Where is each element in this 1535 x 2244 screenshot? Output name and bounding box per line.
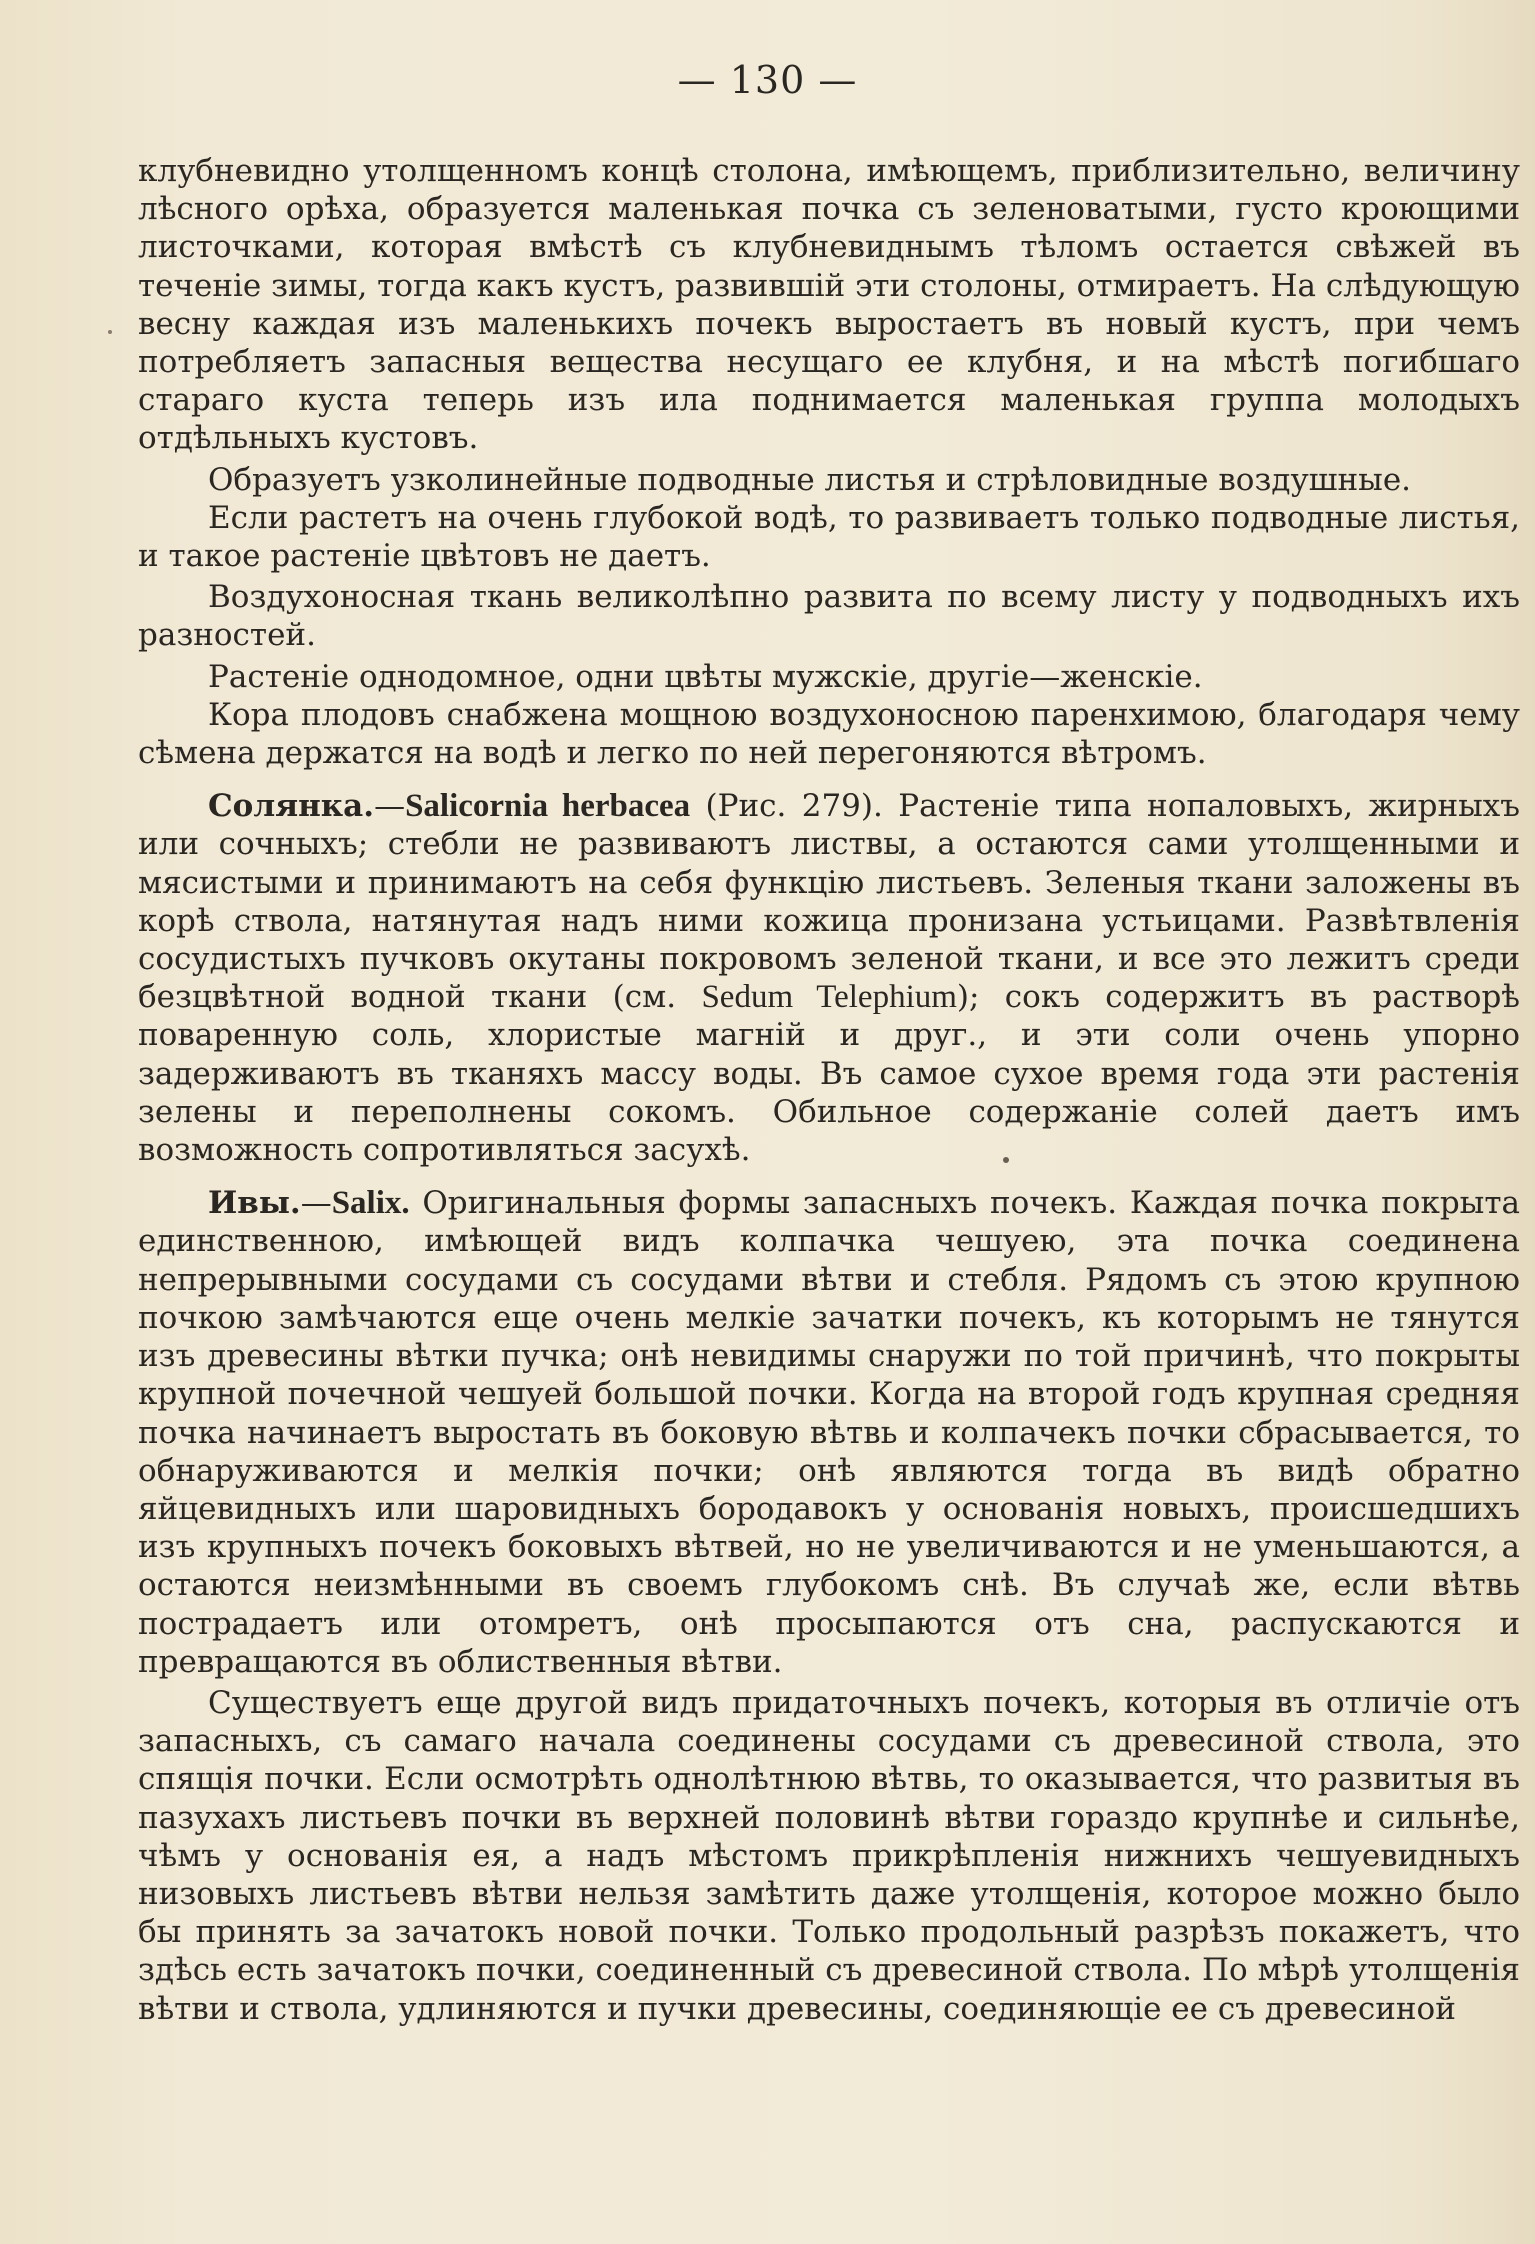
latin-name-salix: Salix. bbox=[331, 1185, 410, 1222]
term-solyanka: Солянка. bbox=[208, 788, 375, 825]
paragraph-monoecious: Растеніе однодомное, одни цвѣты мужскіе, другіе—женскіе. bbox=[208, 658, 1203, 695]
salicornia-text-b: ); сокъ содержитъ въ растворѣ поваренную соль, хлористые магній и друг., и эти соли очень упорно задерживаютъ въ тканяхъ массу воды. Въ самое сухое время года эти растенія зелены и переполнены сокомъ. Обильное содержаніе солей даетъ имъ возможность сопротивляться засухѣ. bbox=[138, 979, 1520, 1169]
paragraph-deep-water: Если растетъ на очень глубокой водѣ, то развиваетъ только подводные листья, и такое растеніе цвѣтовъ не даетъ. bbox=[138, 499, 1520, 575]
section-salix bbox=[138, 1184, 1520, 1681]
salicornia-text-a: (Рис. 279). Растеніе типа нопаловыхъ, жирныхъ или сочныхъ; стебли не развиваютъ листвы, а остаются сами утолщенными и мясистыми и принимаютъ на себя функцію листьевъ. Зеленыя ткани заложены въ корѣ ствола, натянутая надъ ними кожица пронизана устьицами. Развѣтвленія сосудистыхъ пучковъ окутаны покровомъ зеленой ткани, и все это лежитъ среди безцвѣтной водной ткани (см. bbox=[138, 788, 1520, 1016]
latin-name-sedum: Sedum Telephium bbox=[701, 979, 957, 1016]
print-speck bbox=[108, 330, 112, 334]
paragraph-leaves: Образуетъ узколинейные подводные листья и стрѣловидные воздушные. bbox=[208, 461, 1412, 498]
paragraph-air-tissue: Воздухоносная ткань великолѣпно развита по всему листу у подводныхъ ихъ разностей. bbox=[138, 579, 1520, 654]
page-number: — 130 — bbox=[677, 58, 858, 102]
term-dash: — bbox=[300, 1185, 332, 1222]
paragraph-fruit-bark: Кора плодовъ снабжена мощною воздухоносною паренхимою, благодаря чему сѣмена держатся на водѣ и легко по ней перегоняются вѣтромъ. bbox=[138, 696, 1520, 772]
term-dash: — bbox=[374, 788, 406, 825]
section-salicornia bbox=[138, 787, 1520, 1169]
body-text bbox=[138, 152, 1520, 2028]
latin-name-salicornia: Salicornia herbacea bbox=[405, 788, 691, 825]
print-speck bbox=[1003, 1157, 1009, 1163]
term-ivy: Ивы. bbox=[208, 1185, 301, 1222]
paragraph-sleeping-buds: Существуетъ еще другой видъ придаточныхъ почекъ, которыя въ отличіе отъ запасныхъ, съ самаго начала соединены сосудами съ древесиной ствола, это спящія почки. Если осмотрѣть однолѣтнюю вѣтвь, то оказывается, что развитыя въ пазухахъ листьевъ почки въ верхней половинѣ вѣтви гораздо крупнѣе и сильнѣе, чѣмъ у основанія ея, а надъ мѣстомъ прикрѣпленія нижнихъ чешуевидныхъ низовыхъ листьевъ вѣтви нельзя замѣтить даже утолщенія, которое можно было бы принять за зачатокъ новой почки. Только продольный разрѣзъ покажетъ, что здѣсь есть зачатокъ почки, соединенный съ древесиной ствола. По мѣрѣ утолщенія вѣтви и ствола, удлиняются и пучки древесины, соединяющіе ее съ древесиной bbox=[138, 1684, 1520, 2027]
paragraph-continuation: клубневидно утолщенномъ концѣ столона, имѣющемъ, приблизительно, величину лѣсного орѣха, образуется маленькая почка съ зеленоватыми, густо кроющими листочками, которая вмѣстѣ съ клубневиднымъ тѣломъ остается свѣжей въ теченіе зимы, тогда какъ кустъ, развившій эти столоны, отмираетъ. На слѣдующую весну каждая изъ маленькихъ почекъ выростаетъ въ новый кустъ, при чемъ потребляетъ запасныя вещества несущаго ее клубня, и на мѣстѣ погибшаго стараго куста теперь изъ ила поднимается маленькая группа молодыхъ отдѣльныхъ кустовъ. bbox=[138, 153, 1520, 457]
salix-text: Оригинальныя формы запасныхъ почекъ. Каждая почка покрыта единственною, имѣющей видъ колпачка чешуею, эта почка соединена непрерывными сосудами съ сосудами вѣтви и стебля. Рядомъ съ этою крупною почкою замѣчаются еще очень мелкіе зачатки почекъ, къ которымъ не тянутся изъ древесины вѣтки пучка; онѣ невидимы снаружи по той причинѣ, что покрыты крупной почечной чешуей большой почки. Когда на второй годъ крупная средняя почка начинаетъ выростать въ боковую вѣтвь и колпачекъ почки сбрасывается, то обнаруживаются и мелкія почки; онѣ являются тогда въ видѣ обратно яйцевидныхъ или шаровидныхъ бородавокъ у основанія новыхъ, происшедшихъ изъ крупныхъ почекъ боковыхъ вѣтвей, но не увеличиваются и не уменьшаются, а остаются неизмѣнными въ своемъ глубокомъ снѣ. Въ случаѣ же, если вѣтвь пострадаетъ или отомретъ, онѣ просыпаются отъ сна, распускаются и превращаются въ облиственныя вѣтви. bbox=[138, 1185, 1520, 1680]
